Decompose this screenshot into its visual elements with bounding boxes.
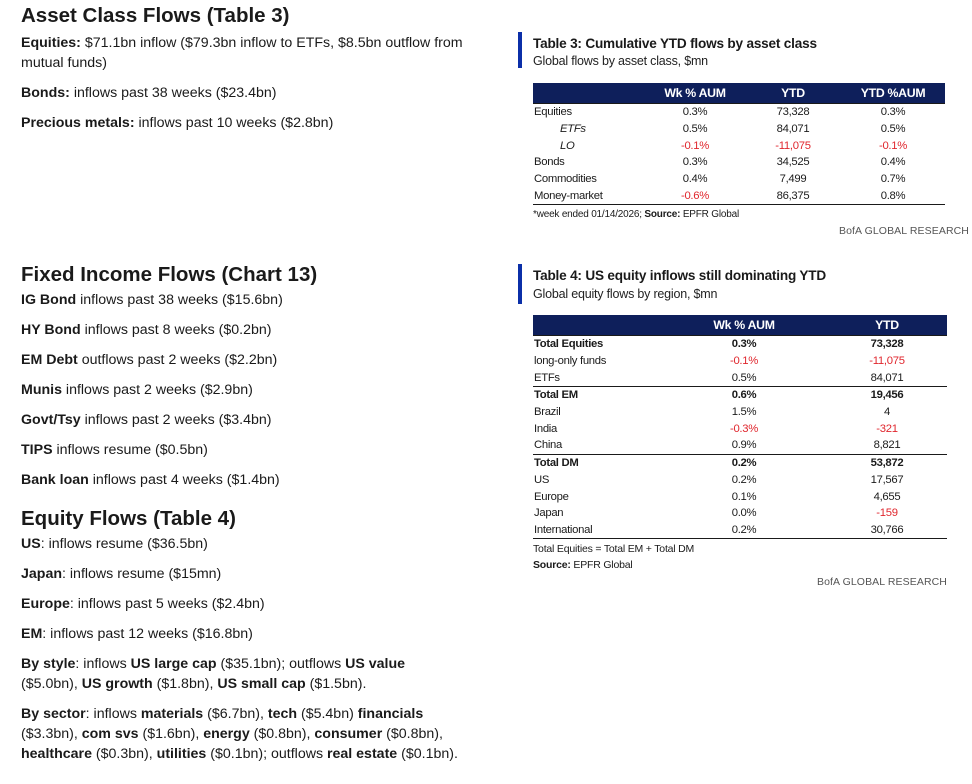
fi-item-text: outflows past 2 weeks ($2.2bn) bbox=[77, 352, 278, 368]
cell-ytd: 8,821 bbox=[873, 439, 901, 452]
table4-source-note bbox=[533, 559, 633, 571]
bonds-label: Bonds: bbox=[21, 85, 70, 101]
fi-item bbox=[21, 380, 481, 400]
cell-ytd-aum: 0.3% bbox=[841, 104, 945, 121]
sector-bold: real estate bbox=[326, 746, 398, 762]
fi-item-label: TIPS bbox=[21, 442, 53, 458]
eq-item bbox=[21, 624, 481, 644]
row-label: Bonds bbox=[534, 156, 565, 169]
table-row bbox=[533, 454, 947, 471]
cell-ytd: 34,525 bbox=[776, 156, 810, 169]
fi-item-text: inflows past 8 weeks ($0.2bn) bbox=[80, 322, 272, 338]
table3-note bbox=[533, 209, 739, 220]
row-label: LO bbox=[560, 139, 575, 152]
sector-text: ($0.1bn). bbox=[397, 746, 458, 762]
sector-text: ($3.3bn), bbox=[21, 726, 82, 742]
fixed-income-heading: Fixed Income Flows (Chart 13) bbox=[21, 263, 318, 286]
sector-text: ($0.1bn); outflows bbox=[206, 746, 327, 762]
table4-col-header: YTD bbox=[827, 315, 947, 336]
table3-subtitle: Global flows by asset class, $mn bbox=[533, 54, 708, 68]
fi-item-label: EM Debt bbox=[21, 352, 78, 368]
fi-item-text: inflows resume ($0.5bn) bbox=[52, 442, 208, 458]
table3-col-header: Wk % AUM bbox=[645, 83, 745, 104]
style-bold: US large cap bbox=[130, 656, 217, 672]
row-label: Japan bbox=[534, 507, 564, 520]
eq-item bbox=[21, 534, 481, 554]
table4-source: EPFR Global bbox=[570, 559, 633, 571]
cell-wk-aum: 0.6% bbox=[661, 387, 827, 404]
fi-item-label: IG Bond bbox=[21, 292, 77, 308]
row-label: ETFs bbox=[560, 123, 586, 136]
row-label: Total EM bbox=[533, 387, 661, 404]
cell-wk-aum: 1.5% bbox=[731, 406, 757, 419]
cell-ytd: -321 bbox=[876, 422, 898, 435]
sector-bold: com svs bbox=[81, 726, 139, 742]
row-label: US bbox=[534, 473, 550, 486]
equities-summary bbox=[21, 33, 481, 73]
cell-wk-aum: 0.4% bbox=[682, 173, 708, 186]
table-row bbox=[533, 171, 945, 188]
table3-col-header bbox=[533, 83, 645, 104]
cell-wk-aum: 0.3% bbox=[682, 156, 708, 169]
cell-wk-aum: 0.2% bbox=[731, 473, 757, 486]
table3-col-header: YTD %AUM bbox=[841, 83, 945, 104]
table3-credit: BofA GLOBAL RESEARCH bbox=[839, 225, 969, 237]
sector-bold: consumer bbox=[314, 726, 383, 742]
table4-subtitle: Global equity flows by region, $mn bbox=[533, 287, 718, 301]
table4-source-label: Source: bbox=[533, 559, 571, 571]
eq-item-label: Europe bbox=[21, 596, 70, 612]
sector-bold: energy bbox=[203, 726, 250, 742]
fi-item-text: inflows past 2 weeks ($2.9bn) bbox=[61, 382, 253, 398]
eq-item-text: : inflows past 5 weeks ($2.4bn) bbox=[69, 596, 265, 612]
sector-text: : inflows bbox=[85, 706, 141, 722]
style-bold: US growth bbox=[81, 676, 153, 692]
fi-item bbox=[21, 410, 481, 430]
fi-item-text: inflows past 2 weeks ($3.4bn) bbox=[80, 412, 272, 428]
table3-note-prefix: *week ended 01/14/2026; bbox=[533, 209, 645, 220]
cell-wk-aum: 0.2% bbox=[661, 454, 827, 471]
style-text: : inflows bbox=[75, 656, 131, 672]
row-label: long-only funds bbox=[534, 355, 607, 368]
eq-item-text: : inflows resume ($15mn) bbox=[62, 566, 222, 582]
sector-label: By sector bbox=[21, 706, 86, 722]
table3 bbox=[533, 83, 945, 205]
table4-col-header bbox=[533, 315, 661, 336]
cell-wk-aum: 0.9% bbox=[731, 439, 757, 452]
table-row bbox=[533, 437, 947, 454]
style-text: ($35.1bn); outflows bbox=[216, 656, 346, 672]
row-label: Total DM bbox=[533, 454, 661, 471]
fi-item-label: Govt/Tsy bbox=[21, 412, 81, 428]
cell-ytd: -11,075 bbox=[869, 355, 905, 368]
cell-wk-aum: 0.3% bbox=[661, 336, 827, 353]
bonds-text: inflows past 38 weeks ($23.4bn) bbox=[69, 85, 277, 101]
sector-text: ($1.6bn), bbox=[138, 726, 204, 742]
fi-item-text: inflows past 4 weeks ($1.4bn) bbox=[88, 472, 280, 488]
table4-col-header: Wk % AUM bbox=[661, 315, 827, 336]
style-bold: US value bbox=[345, 656, 406, 672]
sector-text: ($0.3bn), bbox=[91, 746, 157, 762]
cell-ytd: 84,071 bbox=[870, 371, 904, 384]
cell-wk-aum: -0.1% bbox=[729, 355, 758, 368]
equity-flows-heading: Equity Flows (Table 4) bbox=[21, 507, 236, 530]
cell-ytd: 53,872 bbox=[827, 454, 947, 471]
cell-ytd: 4 bbox=[884, 406, 890, 419]
cell-ytd: -159 bbox=[876, 507, 898, 520]
cell-wk-aum: 0.5% bbox=[731, 371, 757, 384]
cell-ytd-aum: 0.5% bbox=[880, 123, 906, 136]
sector-bold: materials bbox=[140, 706, 204, 722]
table4 bbox=[533, 315, 947, 539]
row-label: India bbox=[534, 422, 557, 435]
table4-title: Table 4: US equity inflows still dominating YTD bbox=[533, 268, 826, 283]
table-row bbox=[533, 369, 947, 386]
table-row bbox=[533, 505, 947, 522]
cell-wk-aum: 0.5% bbox=[682, 123, 708, 136]
table4-header-row bbox=[533, 315, 947, 336]
table-row bbox=[533, 187, 945, 204]
cell-ytd-aum: 0.4% bbox=[880, 156, 906, 169]
sector-text: ($5.4bn) bbox=[297, 706, 358, 722]
fi-item-label: Bank loan bbox=[21, 472, 89, 488]
style-label: By style bbox=[21, 656, 76, 672]
fi-item bbox=[21, 350, 481, 370]
equities-label: Equities: bbox=[21, 35, 81, 51]
cell-ytd: 7,499 bbox=[779, 173, 807, 186]
metals-text: inflows past 10 weeks ($2.8bn) bbox=[134, 115, 334, 131]
cell-wk-aum: -0.3% bbox=[729, 422, 758, 435]
cell-wk-aum: 0.1% bbox=[731, 490, 757, 503]
table4-accent-bar bbox=[518, 264, 522, 304]
table-row bbox=[533, 121, 945, 138]
row-label: Brazil bbox=[534, 406, 561, 419]
style-text: ($1.5bn). bbox=[305, 676, 367, 692]
eq-item-label: Japan bbox=[21, 566, 63, 582]
sector-text: ($0.8bn), bbox=[382, 726, 443, 742]
style-text: ($1.8bn), bbox=[152, 676, 218, 692]
table4-note: Total Equities = Total EM + Total DM bbox=[533, 543, 695, 555]
table3-source: EPFR Global bbox=[680, 209, 739, 220]
table-row bbox=[533, 472, 947, 489]
row-label: Equities bbox=[533, 104, 645, 121]
table3-header-row bbox=[533, 83, 945, 104]
cell-wk-aum: 0.0% bbox=[731, 507, 757, 520]
sector-bold: financials bbox=[357, 706, 424, 722]
eq-item-label: US bbox=[21, 536, 41, 552]
fi-item bbox=[21, 320, 481, 340]
table3-title: Table 3: Cumulative YTD flows by asset class bbox=[533, 36, 817, 51]
row-label: Money-market bbox=[533, 187, 645, 204]
cell-ytd: 4,655 bbox=[873, 490, 901, 503]
row-label: ETFs bbox=[534, 371, 560, 384]
table-row bbox=[533, 404, 947, 421]
fi-item-text: inflows past 38 weeks ($15.6bn) bbox=[76, 292, 283, 308]
table-row bbox=[533, 522, 947, 539]
row-label: Total Equities bbox=[533, 336, 661, 353]
table-row bbox=[533, 336, 947, 353]
cell-wk-aum: 0.3% bbox=[645, 104, 745, 121]
cell-ytd-aum: 0.7% bbox=[880, 173, 906, 186]
table-row bbox=[533, 353, 947, 370]
eq-item-label: EM bbox=[21, 626, 43, 642]
row-label: International bbox=[533, 522, 661, 539]
fi-item bbox=[21, 440, 481, 460]
cell-ytd: 30,766 bbox=[827, 522, 947, 539]
cell-ytd: 17,567 bbox=[870, 473, 904, 486]
table-row bbox=[533, 488, 947, 505]
table-row bbox=[533, 104, 945, 121]
sector-text: ($6.7bn), bbox=[203, 706, 268, 722]
table4-credit: BofA GLOBAL RESEARCH bbox=[817, 576, 947, 588]
bonds-summary bbox=[21, 83, 481, 103]
table3-accent-bar bbox=[518, 32, 522, 68]
table-row bbox=[533, 387, 947, 404]
table4-block bbox=[518, 262, 958, 312]
cell-ytd: 73,328 bbox=[745, 104, 841, 121]
sector-bold: healthcare bbox=[21, 746, 92, 762]
row-label: Europe bbox=[534, 490, 569, 503]
cell-ytd: -11,075 bbox=[775, 139, 811, 152]
cell-ytd: 73,328 bbox=[827, 336, 947, 353]
eq-item-text: : inflows resume ($36.5bn) bbox=[40, 536, 208, 552]
style-text: ($5.0bn), bbox=[21, 676, 82, 692]
precious-metals-summary bbox=[21, 113, 481, 133]
fi-item bbox=[21, 290, 481, 310]
sector-text: ($0.8bn), bbox=[249, 726, 315, 742]
table3-source-label: Source: bbox=[644, 209, 681, 220]
cell-ytd-aum: 0.8% bbox=[841, 187, 945, 204]
cell-wk-aum: -0.1% bbox=[680, 139, 709, 152]
eq-item-text: : inflows past 12 weeks ($16.8bn) bbox=[42, 626, 253, 642]
metals-label: Precious metals: bbox=[21, 115, 135, 131]
fi-item-label: HY Bond bbox=[21, 322, 81, 338]
eq-item bbox=[21, 564, 481, 584]
by-sector-summary bbox=[21, 704, 471, 764]
table-row bbox=[533, 420, 947, 437]
row-label: Commodities bbox=[534, 173, 597, 186]
row-label: China bbox=[534, 439, 563, 452]
table3-col-header: YTD bbox=[745, 83, 841, 104]
cell-wk-aum: 0.2% bbox=[661, 522, 827, 539]
cell-ytd: 86,375 bbox=[745, 187, 841, 204]
sector-bold: utilities bbox=[156, 746, 207, 762]
table-row bbox=[533, 154, 945, 171]
style-bold: US small cap bbox=[217, 676, 306, 692]
table-row bbox=[533, 137, 945, 154]
equities-text: $71.1bn inflow ($79.3bn inflow to ETFs, $8.5bn outflow from mutual funds) bbox=[21, 35, 463, 71]
fi-item bbox=[21, 470, 481, 490]
eq-item bbox=[21, 594, 481, 614]
cell-ytd: 84,071 bbox=[776, 123, 810, 136]
cell-wk-aum: -0.6% bbox=[645, 187, 745, 204]
asset-class-heading: Asset Class Flows (Table 3) bbox=[21, 4, 290, 27]
sector-bold: tech bbox=[267, 706, 298, 722]
fi-item-label: Munis bbox=[21, 382, 62, 398]
cell-ytd-aum: -0.1% bbox=[878, 139, 907, 152]
by-style-summary bbox=[21, 654, 461, 694]
cell-ytd: 19,456 bbox=[827, 387, 947, 404]
